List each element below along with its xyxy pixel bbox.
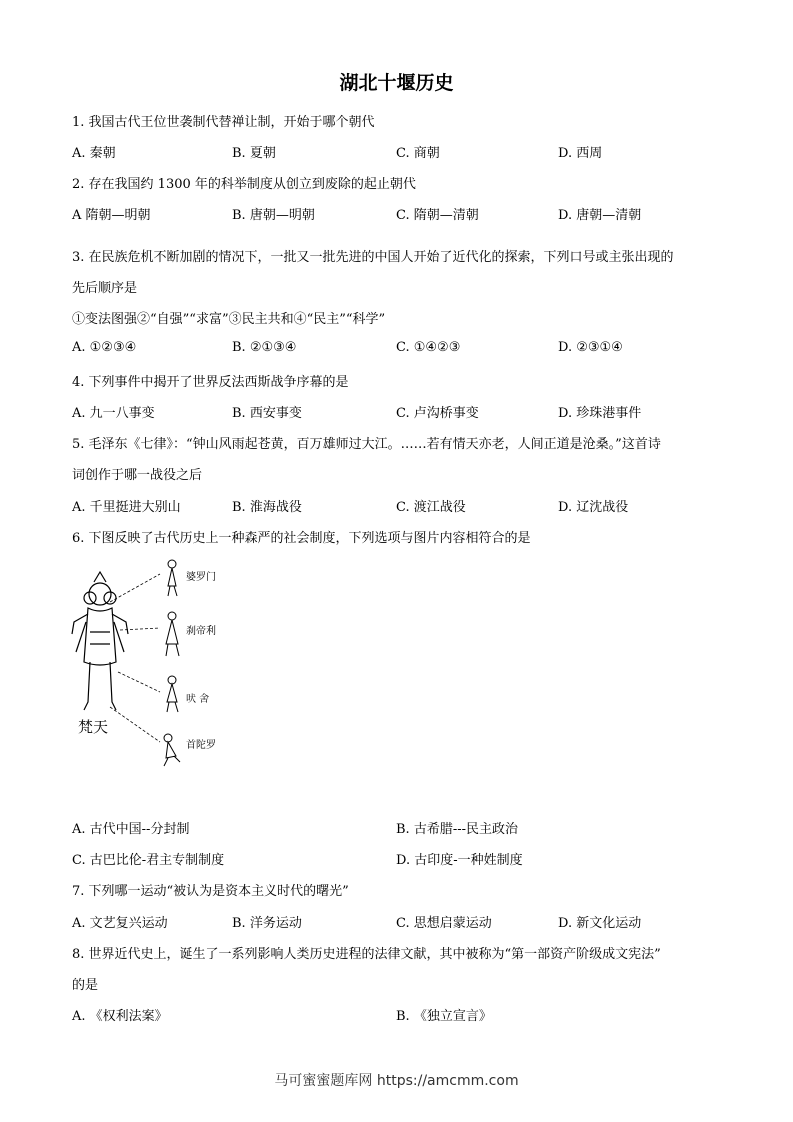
question-3-option-a: A. ①②③④ — [72, 340, 137, 355]
brahma-label: 梵天 — [78, 718, 109, 736]
question-5-option-d: D. 辽沈战役 — [558, 500, 629, 515]
question-1-option-c: C. 商朝 — [396, 146, 440, 161]
caste-label-vaishya: 吠 舍 — [186, 694, 210, 705]
question-3-stem-line2: 先后顺序是 — [72, 281, 138, 296]
question-6-option-c: C. 古巴比伦-君主专制制度 — [72, 853, 225, 868]
shudra-figure — [164, 734, 180, 766]
question-7-option-a: A. 文艺复兴运动 — [72, 916, 168, 931]
question-3-option-d: D. ②③①④ — [558, 340, 623, 355]
caste-system-illustration — [68, 552, 238, 772]
caste-label-brahmin: 婆罗门 — [186, 572, 216, 583]
question-3-option-c: C. ①④②③ — [396, 340, 461, 355]
question-2-option-d: D. 唐朝—清朝 — [558, 208, 642, 223]
vaishya-figure — [167, 676, 178, 712]
question-7-stem: 7. 下列哪一运动“被认为是资本主义时代的曙光” — [72, 884, 349, 899]
question-4-option-c: C. 卢沟桥事变 — [396, 406, 479, 421]
question-5-option-c: C. 渡江战役 — [396, 500, 466, 515]
question-2-option-c: C. 隋朝—清朝 — [396, 208, 479, 223]
question-4-option-d: D. 珍珠港事件 — [558, 406, 642, 421]
question-2-option-a: A 隋朝—明朝 — [72, 208, 151, 223]
kshatriya-figure — [166, 612, 179, 656]
page-title: 湖北十堰历史 — [339, 72, 454, 94]
question-5-stem-line2: 词创作于哪一战役之后 — [72, 468, 203, 483]
caste-system-figure — [68, 552, 238, 772]
question-6-option-a: A. 古代中国--分封制 — [72, 822, 190, 837]
question-1-option-d: D. 西周 — [558, 146, 603, 161]
question-8-option-a: A. 《权利法案》 — [72, 1009, 168, 1024]
caste-label-kshatriya: 刹帝利 — [186, 626, 216, 637]
question-1-option-b: B. 夏朝 — [232, 146, 276, 161]
question-5-option-a: A. 千里挺进大别山 — [72, 500, 181, 515]
question-8-option-b: B. 《独立宣言》 — [396, 1009, 492, 1024]
question-6-stem: 6. 下图反映了古代历史上一种森严的社会制度，下列选项与图片内容相符合的是 — [72, 531, 531, 546]
question-5-stem-line1: 5. 毛泽东《七律》：“钟山风雨起苍黄，百万雄师过大江。……若有情天亦老，人间正道是沧桑。”这首诗 — [72, 437, 661, 452]
question-3-option-b: B. ②①③④ — [232, 340, 297, 355]
question-8-stem-line2: 的是 — [72, 978, 99, 993]
question-8-stem-line1: 8. 世界近代史上，诞生了一系列影响人类历史进程的法律文献，其中被称为“第一部资产阶级成文宪法” — [72, 947, 661, 962]
question-5-option-b: B. 淮海战役 — [232, 500, 302, 515]
brahma-figure — [72, 572, 128, 710]
question-4-option-b: B. 西安事变 — [232, 406, 302, 421]
brahmin-figure — [168, 560, 177, 596]
question-7-option-c: C. 思想启蒙运动 — [396, 916, 492, 931]
question-4-stem: 4. 下列事件中揭开了世界反法西斯战争序幕的是 — [72, 375, 349, 390]
question-1-stem: 1. 我国古代王位世袭制代替禅让制，开始于哪个朝代 — [72, 115, 375, 130]
question-6-option-d: D. 古印度-一种姓制度 — [396, 853, 523, 868]
caste-label-shudra: 首陀罗 — [186, 740, 216, 751]
question-7-option-b: B. 洋务运动 — [232, 916, 302, 931]
question-1-option-a: A. 秦朝 — [72, 146, 116, 161]
question-3-items: ①变法图强②“自强”“求富”③民主共和④“民主”“科学” — [72, 312, 386, 327]
question-2-option-b: B. 唐朝—明朝 — [232, 208, 315, 223]
question-7-option-d: D. 新文化运动 — [558, 916, 642, 931]
footer-watermark: 马可蜜蜜题库网 https://amcmm.com — [274, 1073, 519, 1089]
question-2-stem: 2. 存在我国约 1300 年的科举制度从创立到废除的起止朝代 — [72, 177, 416, 192]
question-6-option-b: B. 古希腊---民主政治 — [396, 822, 518, 837]
question-3-stem-line1: 3. 在民族危机不断加剧的情况下，一批又一批先进的中国人开始了近代化的探索，下列口号或主张出现的 — [72, 250, 674, 265]
question-4-option-a: A. 九一八事变 — [72, 406, 155, 421]
